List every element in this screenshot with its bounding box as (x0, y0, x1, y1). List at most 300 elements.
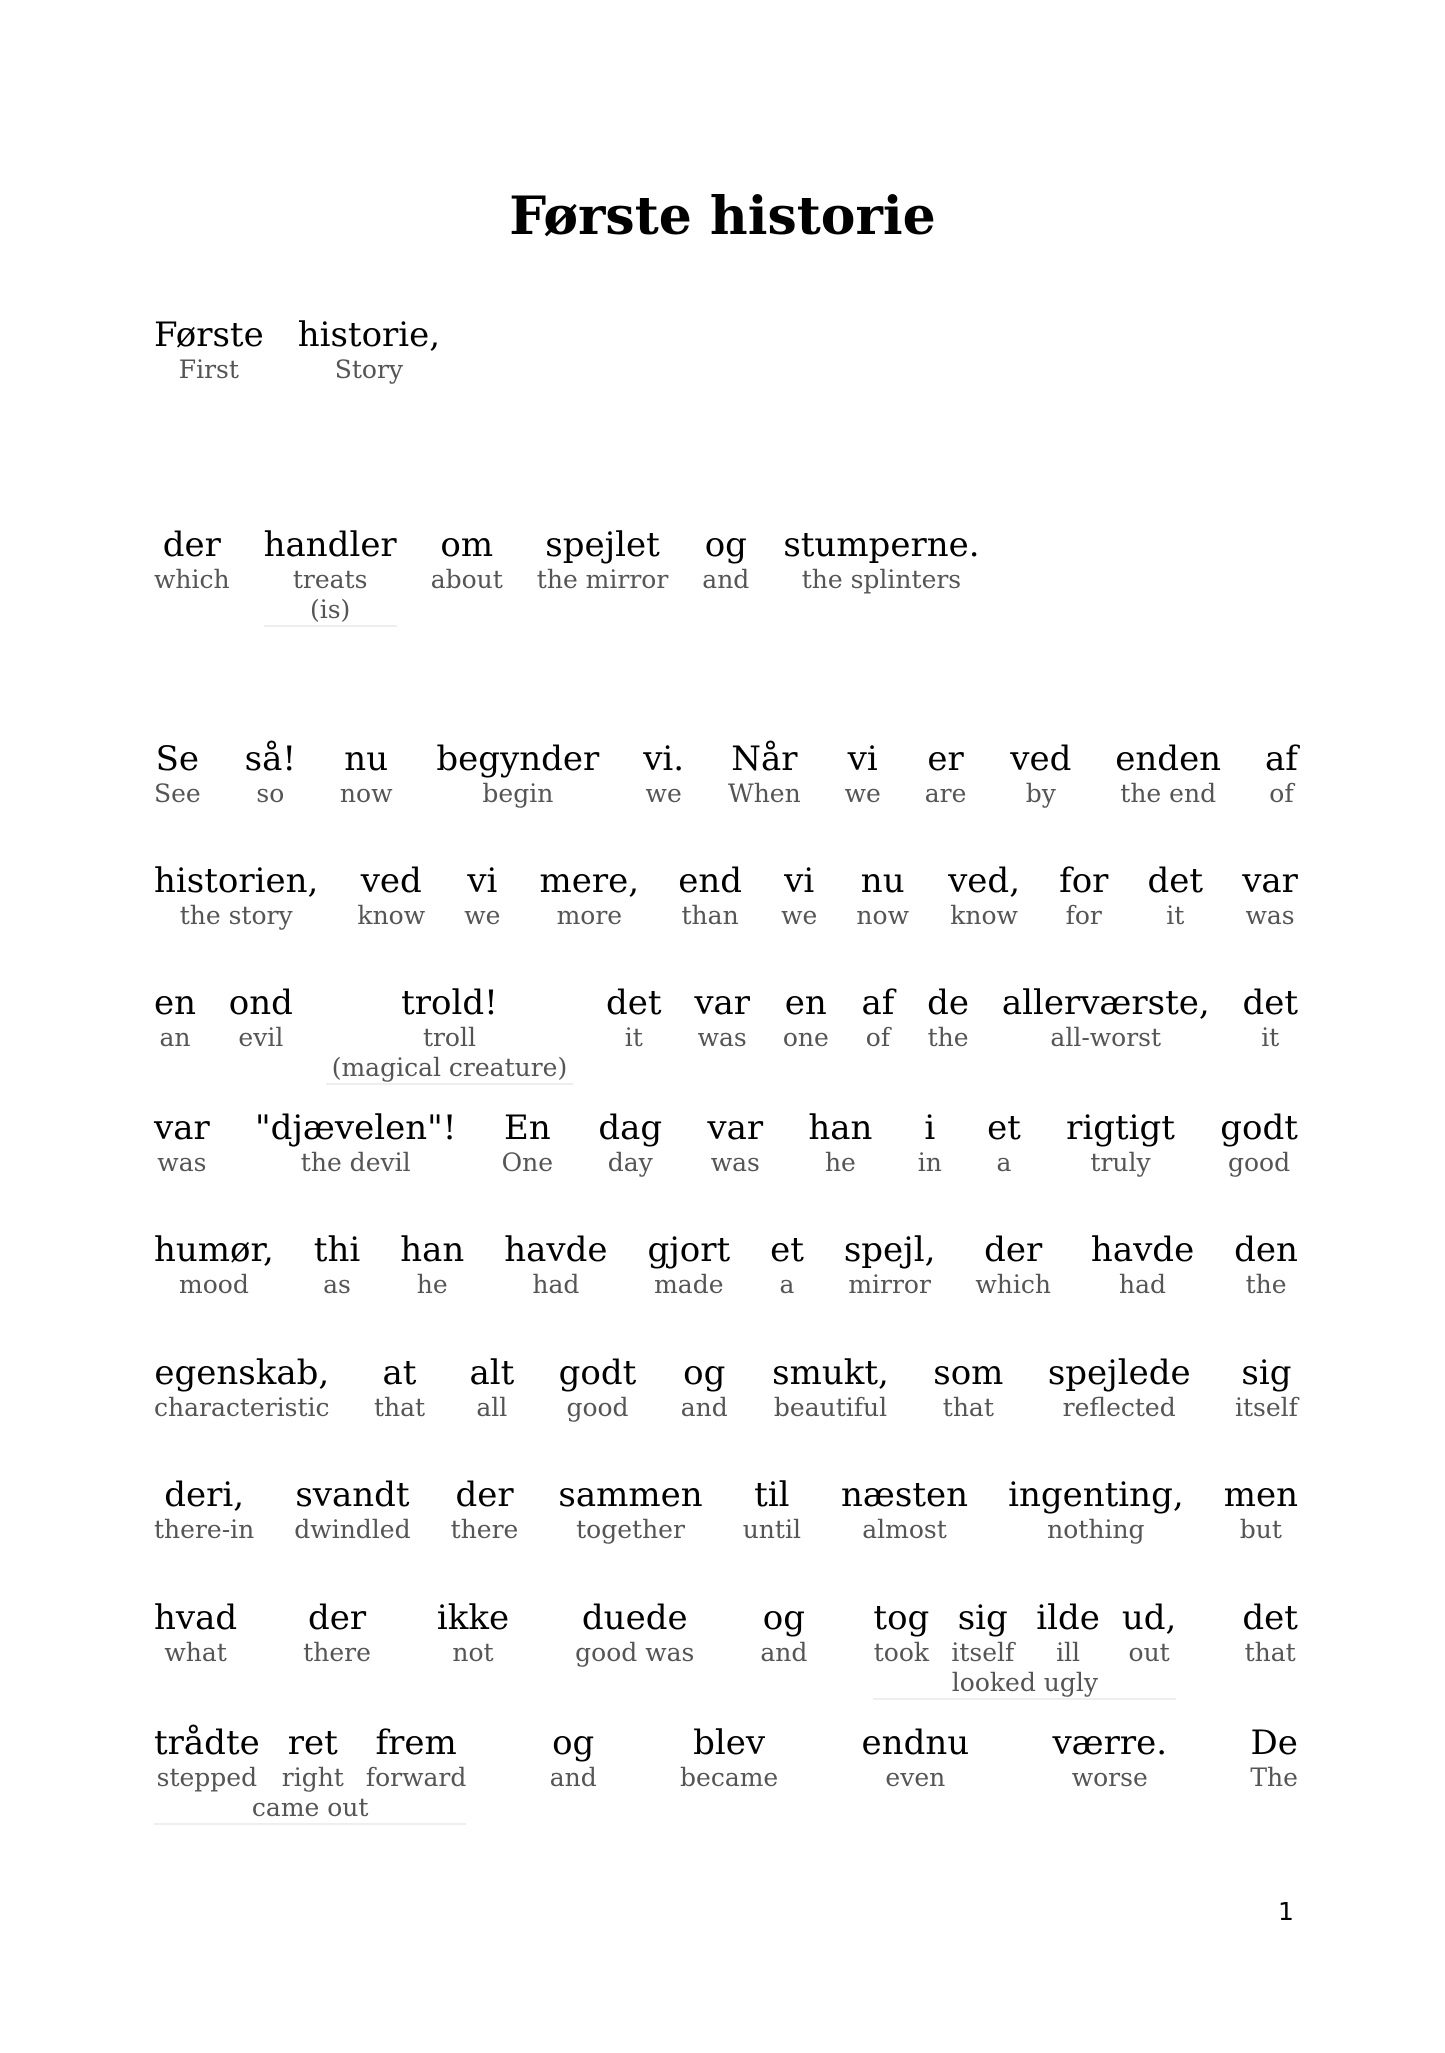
page-title: Første historie (509, 186, 936, 247)
english-gloss: itself (1235, 1393, 1298, 1422)
danish-word: vi. (643, 739, 685, 779)
english-gloss: nothing (1047, 1515, 1145, 1544)
danish-word: var (1242, 861, 1298, 901)
english-gloss: forward (365, 1763, 467, 1792)
danish-word: handler (263, 525, 397, 565)
english-gloss: about (430, 565, 503, 594)
danish-word: det (1147, 861, 1204, 901)
english-gloss: was (710, 1148, 760, 1177)
danish-word: det (1242, 983, 1298, 1023)
danish-word: der (455, 1475, 514, 1515)
danish-word: om (440, 525, 494, 565)
english-gloss: the splinters (801, 565, 962, 594)
danish-word: tog (873, 1598, 930, 1638)
word-pair (1010, 739, 1071, 809)
danish-word: sig (1241, 1353, 1292, 1393)
english-gloss: First (178, 355, 239, 384)
phrase-gloss: came out (154, 1793, 466, 1825)
danish-word: næsten (841, 1475, 969, 1515)
danish-word: til (754, 1475, 790, 1515)
danish-word: vi (784, 861, 815, 901)
word-pair (558, 1475, 702, 1545)
danish-word: og (704, 525, 747, 565)
english-gloss: as (323, 1270, 351, 1299)
english-gloss: begin (482, 779, 554, 808)
phrase-gloss: looked ugly (873, 1668, 1176, 1700)
word-pair (862, 983, 895, 1053)
danish-word: han (400, 1230, 465, 1270)
word-pair (294, 1475, 410, 1545)
word-pair (540, 861, 640, 931)
word-pair (245, 739, 296, 809)
word-pair (154, 1353, 330, 1423)
danish-word: i (924, 1108, 936, 1148)
word-pair (933, 1353, 1003, 1423)
english-gloss: the (1245, 1270, 1287, 1299)
english-gloss: beautiful (773, 1393, 888, 1422)
text-line (154, 861, 1298, 931)
word-pair (1242, 861, 1298, 931)
word-pair (702, 525, 749, 595)
danish-word: nu (860, 861, 905, 901)
english-gloss: See (154, 779, 201, 808)
word-pair (303, 1598, 371, 1668)
danish-word: Når (731, 739, 798, 779)
danish-word: duede (581, 1598, 688, 1638)
text-line (154, 739, 1298, 809)
danish-word: rigtigt (1066, 1108, 1175, 1148)
word-pair (1052, 1723, 1167, 1793)
word-pair (154, 983, 196, 1053)
word-pair (987, 1108, 1021, 1178)
english-gloss: One (501, 1148, 554, 1177)
danish-word: Se (155, 739, 200, 779)
word-pair (772, 1353, 889, 1423)
danish-word: historie, (297, 315, 441, 355)
danish-word: for (1059, 861, 1109, 901)
danish-word: ilde (1036, 1598, 1100, 1638)
text-line (154, 1108, 1298, 1178)
english-gloss: good was (575, 1638, 695, 1667)
english-gloss: out (1128, 1638, 1170, 1667)
english-gloss: took (873, 1638, 930, 1667)
word-pair (643, 739, 684, 809)
text-line (154, 1353, 1298, 1423)
english-gloss: that (373, 1393, 426, 1422)
danish-word: stumperne. (783, 525, 980, 565)
danish-word: De (1250, 1723, 1298, 1763)
english-gloss: treats (292, 565, 368, 594)
phrase-group (873, 1598, 1176, 1700)
word-pair (264, 525, 397, 627)
word-pair (550, 1723, 597, 1793)
word-pair (1242, 983, 1298, 1053)
english-gloss: even (885, 1763, 946, 1792)
english-gloss: we (781, 901, 818, 930)
danish-word: ved (360, 861, 422, 901)
word-pair (680, 1723, 778, 1793)
danish-word: en (784, 983, 827, 1023)
word-pair (451, 1475, 519, 1545)
word-pair (606, 983, 662, 1053)
english-gloss: there-in (154, 1515, 255, 1544)
danish-word: ikke (436, 1598, 510, 1638)
english-gloss: Story (334, 355, 404, 384)
text-line (154, 1723, 1298, 1825)
word-pair (681, 1353, 728, 1423)
word-pair (431, 525, 503, 595)
danish-word: smukt, (772, 1353, 889, 1393)
word-pair (783, 525, 979, 595)
danish-word: og (762, 1598, 805, 1638)
danish-word: ved (1010, 739, 1072, 779)
word-pair (340, 739, 393, 809)
english-gloss: we (645, 779, 682, 808)
extra-gloss: (magical creature) (326, 1053, 574, 1085)
english-gloss: the (927, 1023, 969, 1052)
text-line (154, 315, 1298, 385)
english-gloss: than (681, 901, 739, 930)
word-pair (229, 983, 293, 1053)
danish-word: endnu (861, 1723, 970, 1763)
page-number: 1 (1278, 1897, 1294, 1926)
word-pair (862, 1723, 970, 1793)
english-gloss: the story (179, 901, 293, 930)
english-gloss: not (452, 1638, 494, 1667)
word-pair (1115, 739, 1221, 809)
english-gloss: he (824, 1148, 856, 1177)
danish-word: et (770, 1230, 804, 1270)
english-gloss: all-worst (1050, 1023, 1162, 1052)
english-gloss: it (1166, 901, 1185, 930)
danish-word: vi (467, 861, 498, 901)
word-pair (154, 1598, 237, 1668)
word-pair (728, 739, 801, 809)
word-pair (154, 315, 264, 385)
word-pair (154, 1723, 260, 1793)
word-pair (154, 739, 201, 809)
text-line (154, 983, 1298, 1085)
english-gloss: so (256, 779, 285, 808)
word-pair (1265, 739, 1298, 809)
text-line (154, 525, 1298, 627)
english-gloss: itself (951, 1638, 1015, 1667)
word-pair (537, 525, 669, 595)
danish-word: svandt (295, 1475, 410, 1515)
word-pair (314, 1230, 360, 1300)
text-line (154, 1230, 1298, 1300)
word-pair (845, 739, 881, 809)
english-gloss: until (742, 1515, 801, 1544)
english-gloss: a (996, 1148, 1012, 1177)
danish-word: ud, (1121, 1598, 1177, 1638)
danish-word: hvad (154, 1598, 238, 1638)
word-pair (918, 1108, 942, 1178)
word-pair (1220, 1108, 1298, 1178)
english-gloss: had (532, 1270, 580, 1299)
extra-gloss: (is) (264, 595, 397, 627)
word-pair (282, 1723, 344, 1793)
danish-word: trådte (154, 1723, 260, 1763)
word-pair (469, 1353, 514, 1423)
english-gloss: became (680, 1763, 779, 1792)
danish-word: at (382, 1353, 417, 1393)
danish-word: et (987, 1108, 1021, 1148)
danish-word: der (162, 525, 221, 565)
word-pair (948, 861, 1020, 931)
word-pair (1059, 861, 1108, 931)
danish-word: dag (598, 1108, 663, 1148)
danish-word: En (504, 1108, 551, 1148)
danish-word: godt (558, 1353, 637, 1393)
english-gloss: was (157, 1148, 207, 1177)
text-line (154, 1475, 1298, 1545)
english-gloss: of (865, 1023, 891, 1052)
english-gloss: by (1025, 779, 1056, 808)
word-pair (154, 525, 230, 595)
word-pair (1235, 1353, 1298, 1423)
word-pair (154, 1230, 274, 1300)
danish-word: det (605, 983, 662, 1023)
word-pair (255, 1108, 456, 1178)
danish-word: den (1234, 1230, 1298, 1270)
danish-word: så! (244, 739, 297, 779)
word-pair (464, 861, 500, 931)
word-pair (647, 1230, 730, 1300)
danish-word: humør, (154, 1230, 274, 1270)
english-gloss: reflected (1062, 1393, 1176, 1422)
english-gloss: ill (1056, 1638, 1081, 1667)
english-gloss: more (556, 901, 623, 930)
english-gloss: he (416, 1270, 448, 1299)
word-pair (1122, 1598, 1176, 1668)
word-pair (951, 1598, 1014, 1668)
word-pair (504, 1230, 607, 1300)
word-pair (694, 983, 750, 1053)
english-gloss: The (1250, 1763, 1298, 1792)
english-gloss: truly (1090, 1148, 1151, 1177)
danish-word: ved, (948, 861, 1020, 901)
english-gloss: it (624, 1023, 643, 1052)
danish-word: begynder (436, 739, 600, 779)
danish-word: som (933, 1353, 1004, 1393)
danish-word: ingenting, (1008, 1475, 1184, 1515)
danish-word: havde (504, 1230, 608, 1270)
word-pair (437, 1598, 509, 1668)
word-pair (678, 861, 742, 931)
word-pair (760, 1598, 807, 1668)
danish-word: og (552, 1723, 595, 1763)
danish-word: "djævelen"! (254, 1108, 457, 1148)
danish-word: af (861, 983, 895, 1023)
danish-word: værre. (1052, 1723, 1168, 1763)
danish-word: end (678, 861, 742, 901)
english-gloss: the mirror (536, 565, 669, 594)
danish-word: egenskab, (154, 1353, 330, 1393)
danish-word: spejlede (1047, 1353, 1191, 1393)
english-gloss: which (154, 565, 230, 594)
english-gloss: know (357, 901, 426, 930)
word-pair (1250, 1723, 1298, 1793)
danish-word: frem (375, 1723, 457, 1763)
english-gloss: what (164, 1638, 227, 1667)
word-pair (1148, 861, 1204, 931)
word-pair (598, 1108, 662, 1178)
danish-word: havde (1090, 1230, 1195, 1270)
english-gloss: there (450, 1515, 519, 1544)
english-gloss: now (856, 901, 909, 930)
danish-word: Første (154, 315, 264, 355)
word-pair (781, 861, 817, 931)
english-gloss: When (728, 779, 801, 808)
word-pair (400, 1230, 464, 1300)
danish-word: mere, (539, 861, 640, 901)
english-gloss: an (159, 1023, 191, 1052)
danish-word: der (307, 1598, 367, 1638)
english-gloss: was (697, 1023, 747, 1052)
danish-word: trold! (401, 983, 498, 1023)
word-pair (502, 1108, 553, 1178)
danish-word: det (1242, 1598, 1298, 1638)
english-gloss: know (950, 901, 1018, 930)
english-gloss: in (917, 1148, 942, 1177)
word-pair (927, 983, 969, 1053)
danish-word: han (808, 1108, 873, 1148)
word-pair (298, 315, 440, 385)
english-gloss: good (566, 1393, 629, 1422)
phrase-group (154, 1723, 466, 1825)
word-pair (559, 1353, 637, 1423)
english-gloss: there (303, 1638, 371, 1667)
word-pair (1242, 1598, 1298, 1668)
danish-word: nu (344, 739, 389, 779)
word-pair (154, 1108, 210, 1178)
word-pair (1036, 1598, 1100, 1668)
english-gloss: which (975, 1270, 1051, 1299)
danish-word: spejl, (843, 1230, 936, 1270)
word-pair (1234, 1230, 1298, 1300)
word-pair (841, 1475, 968, 1545)
english-gloss: for (1065, 901, 1102, 930)
word-pair (975, 1230, 1051, 1300)
english-gloss: that (942, 1393, 994, 1422)
english-gloss: the devil (300, 1148, 411, 1177)
word-pair (770, 1230, 804, 1300)
word-pair (808, 1108, 872, 1178)
danish-word: thi (313, 1230, 361, 1270)
word-pair (326, 983, 574, 1085)
english-gloss: almost (862, 1515, 947, 1544)
english-gloss: and (702, 565, 750, 594)
danish-word: men (1223, 1475, 1298, 1515)
danish-word: historien, (154, 861, 319, 901)
english-gloss: and (549, 1763, 597, 1792)
danish-word: er (927, 739, 964, 779)
word-pair (1002, 983, 1210, 1053)
word-pair (436, 739, 599, 809)
danish-word: blev (693, 1723, 766, 1763)
english-gloss: but (1239, 1515, 1282, 1544)
danish-word: var (707, 1108, 764, 1148)
english-gloss: mirror (848, 1270, 931, 1299)
word-pair (366, 1723, 467, 1793)
english-gloss: made (654, 1270, 724, 1299)
danish-word: enden (1115, 739, 1222, 779)
word-pair (154, 861, 318, 931)
danish-word: af (1265, 739, 1298, 779)
word-pair (1008, 1475, 1184, 1545)
danish-word: gjort (647, 1230, 731, 1270)
english-gloss: a (779, 1270, 795, 1299)
danish-word: spejlet (545, 525, 660, 565)
english-gloss: stepped (156, 1763, 258, 1792)
danish-word: vi (847, 739, 878, 779)
english-gloss: all (476, 1393, 508, 1422)
danish-word: der (984, 1230, 1043, 1270)
phrase-words (873, 1598, 1176, 1668)
danish-word: allerværste, (1001, 983, 1210, 1023)
english-gloss: characteristic (154, 1393, 330, 1422)
danish-word: godt (1220, 1108, 1298, 1148)
english-gloss: and (760, 1638, 808, 1667)
english-gloss: evil (238, 1023, 284, 1052)
danish-word: alt (469, 1353, 515, 1393)
english-gloss: had (1119, 1270, 1167, 1299)
english-gloss: together (576, 1515, 685, 1544)
english-gloss: it (1261, 1023, 1280, 1052)
english-gloss: of (1269, 779, 1294, 808)
danish-word: var (154, 1108, 210, 1148)
word-pair (707, 1108, 763, 1178)
english-gloss: we (464, 901, 501, 930)
english-gloss: day (607, 1148, 653, 1177)
word-pair (844, 1230, 936, 1300)
word-pair (1048, 1353, 1191, 1423)
word-pair (925, 739, 967, 809)
word-pair (743, 1475, 801, 1545)
word-pair (783, 983, 829, 1053)
english-gloss: was (1245, 901, 1295, 930)
word-pair (357, 861, 425, 931)
danish-word: sammen (558, 1475, 703, 1515)
danish-word: sig (957, 1598, 1008, 1638)
text-line (154, 1598, 1298, 1700)
english-gloss: the end (1120, 779, 1217, 808)
english-gloss: we (844, 779, 881, 808)
danish-word: en (154, 983, 197, 1023)
english-gloss: are (924, 779, 967, 808)
danish-word: og (683, 1353, 726, 1393)
english-gloss: dwindled (294, 1515, 411, 1544)
danish-word: ret (287, 1723, 338, 1763)
word-pair (873, 1598, 929, 1668)
word-pair (575, 1598, 694, 1668)
word-pair (374, 1353, 425, 1423)
english-gloss: one (782, 1023, 829, 1052)
phrase-words (154, 1723, 466, 1793)
word-pair (1091, 1230, 1194, 1300)
english-gloss: troll (422, 1023, 476, 1052)
english-gloss: now (339, 779, 393, 808)
word-pair (1224, 1475, 1298, 1545)
english-gloss: and (680, 1393, 728, 1422)
english-gloss: right (281, 1763, 344, 1792)
danish-word: deri, (164, 1475, 245, 1515)
english-gloss: mood (179, 1270, 249, 1299)
english-gloss: that (1244, 1638, 1296, 1667)
word-pair (856, 861, 909, 931)
word-pair (1066, 1108, 1175, 1178)
